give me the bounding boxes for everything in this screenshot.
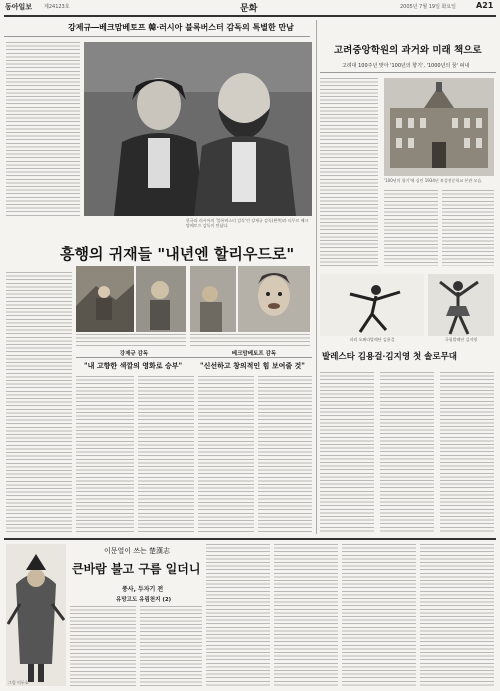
serial-body-col3 xyxy=(206,544,270,686)
top-story-intro-text xyxy=(6,42,80,218)
ballet-body-col2 xyxy=(380,372,434,532)
movie-still-caption-2 xyxy=(190,334,310,348)
director-label-bekmambetov: 베크맘베토프 감독 xyxy=(231,351,277,357)
ballet-body-col1 xyxy=(320,372,374,532)
top-story-body-col1 xyxy=(6,272,72,534)
labels-rule xyxy=(76,357,312,358)
column-divider xyxy=(316,20,317,534)
quote-kang: "내 고향한 색깔의 영화로 승부" xyxy=(84,361,183,370)
ballet-photo-kim-yonggeol xyxy=(320,274,424,336)
ballet-headline: 발레스타 김용걸·김지영 첫 솔로무대 xyxy=(322,352,458,362)
campus-building-photo xyxy=(384,78,494,176)
right-story-body-col3 xyxy=(442,190,494,266)
serial-body-col5 xyxy=(342,544,416,686)
right-story-subhead: 고려대 100주년 맞아 '100년의 향기', '1000년의 꿈' 펴내 xyxy=(342,63,470,69)
serial-body-col6 xyxy=(420,544,494,686)
top-story-body-col2 xyxy=(76,376,134,532)
serial-body-col2 xyxy=(140,606,202,686)
newspaper-logo: 동아일보 xyxy=(5,2,33,11)
right-story-body-col2 xyxy=(384,190,438,266)
directors-photo xyxy=(84,42,312,216)
serial-body-col1 xyxy=(70,606,136,686)
issue-number: 제24123호 xyxy=(44,4,70,10)
top-story-body-col3 xyxy=(138,376,194,532)
page-number: A21 xyxy=(476,1,494,10)
page-header xyxy=(0,0,500,16)
top-story-kicker: 강제규―베크맘베토프 韓·러시아 블록버스터 감독의 특별한 만남 xyxy=(68,22,294,32)
top-story-headline: 흥행의 귀재들 "내년엔 할리우드로" xyxy=(60,245,295,263)
kicker-rule xyxy=(4,36,310,37)
movie-still-3 xyxy=(190,266,236,332)
ballet-caption-2: 국립발레단 김지영 xyxy=(444,337,478,342)
campus-photo-caption: '100년의 향기'에 실린 1934년 보성전문학교 본관 모습. xyxy=(384,178,483,183)
movie-still-4 xyxy=(238,266,310,332)
bottom-section-rule xyxy=(4,538,496,540)
movie-still-caption-1 xyxy=(76,334,186,348)
issue-date: 2005년 7월 19일 화요일 xyxy=(400,4,457,10)
serial-illustration xyxy=(6,544,66,686)
director-label-kang: 강제규 감독 xyxy=(119,351,149,357)
right-story-body-col1 xyxy=(320,78,378,266)
ballet-body-col3 xyxy=(440,372,494,532)
serial-chapter: 풍사, 두자기 전 xyxy=(122,586,164,593)
movie-still-1 xyxy=(76,266,134,332)
serial-episode: 유망고도 유림천지 (2) xyxy=(116,597,172,603)
quote-bekmambetov: "신선하고 창의적인 힘 보여줄 것" xyxy=(200,361,305,370)
top-story-body-col4 xyxy=(198,376,254,532)
serial-kicker: 이문열이 쓰는 楚漢志 xyxy=(104,547,171,555)
top-story-body-col5 xyxy=(258,376,312,532)
illustration-credit: 그림 이두호 xyxy=(8,680,29,685)
right-story-headline: 고려중앙학원의 과거와 미래 책으로 xyxy=(334,45,482,56)
ballet-caption-1: 파리 오페라발레단 김용걸 xyxy=(349,337,395,342)
serial-title: 큰바람 불고 구름 일더니 xyxy=(72,562,201,576)
ballet-photo-kim-jiyoung xyxy=(428,274,494,336)
serial-body-col4 xyxy=(274,544,338,686)
section-title: 문화 xyxy=(240,4,258,14)
movie-still-2 xyxy=(136,266,186,332)
directors-photo-caption: 한국과 러시아의 '블록버스터 감독'인 강제규 감독(왼쪽)과 티무르 베크맘베토프 감독이 만났다. xyxy=(186,218,309,228)
right-story-rule xyxy=(320,72,496,73)
header-rule xyxy=(4,15,496,17)
